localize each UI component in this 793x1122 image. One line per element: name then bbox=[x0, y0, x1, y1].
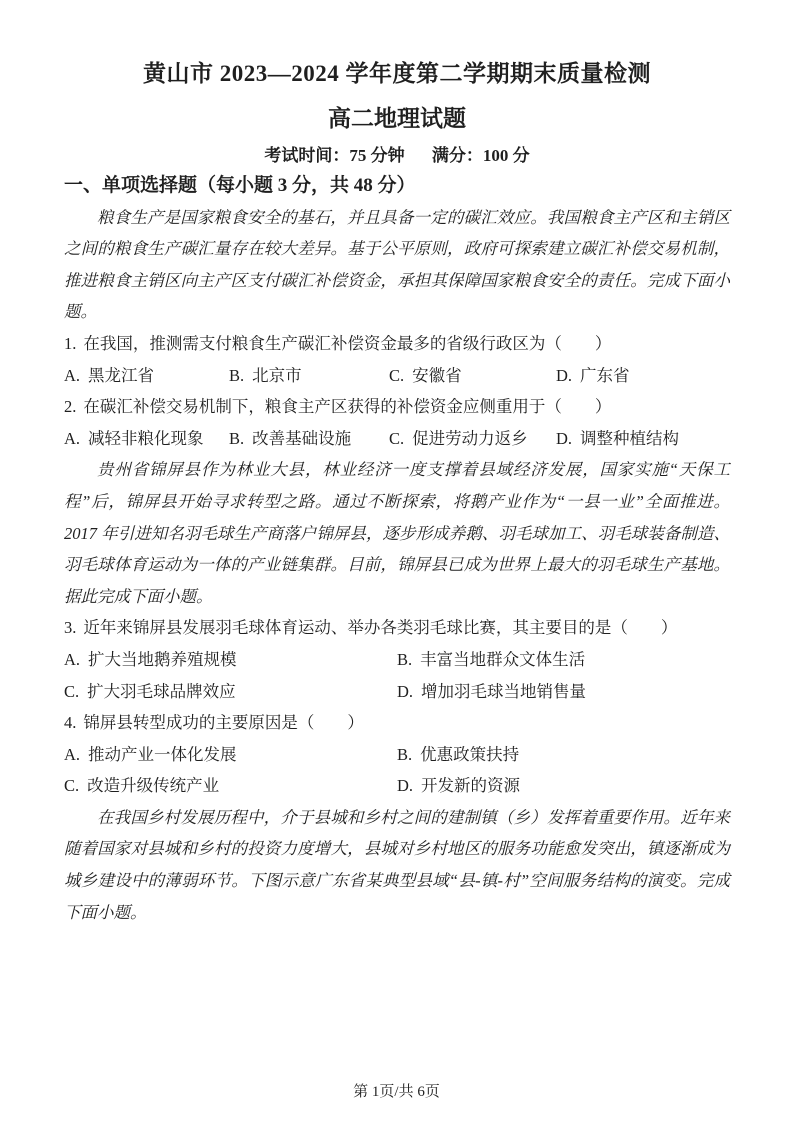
exam-title: 黄山市 2023—2024 学年度第二学期期末质量检测 bbox=[143, 61, 651, 86]
question-1-number: 1. bbox=[64, 333, 77, 353]
option-a-text: 减轻非粮化现象 bbox=[88, 428, 204, 448]
exam-duration: 考试时间：75 分钟 bbox=[264, 146, 405, 165]
option-b-text: 丰富当地群众文体生活 bbox=[420, 649, 586, 669]
option-c-label: C. bbox=[389, 428, 405, 448]
question-1-option-a bbox=[64, 360, 229, 392]
passage-3: 在我国乡村发展历程中，介于县城和乡村之间的建制镇（乡）发挥着重要作用。近年来随着国家对县城和乡村的投资力度增大，县城对乡村地区的服务功能愈发突出，镇逐渐成为城乡建设中的薄弱环节。下图示意广东省某典型县域“县-镇-村”空间服务结构的演变。完成下面小题。 bbox=[64, 807, 730, 922]
option-b-label: B. bbox=[229, 365, 245, 385]
option-a-text: 扩大当地鹅养殖规模 bbox=[88, 649, 237, 669]
section-1-body bbox=[64, 170, 730, 928]
option-b-label: B. bbox=[397, 744, 413, 764]
question-3-option-c bbox=[64, 676, 397, 708]
question-4-options bbox=[64, 739, 730, 802]
question-1-option-c bbox=[389, 360, 556, 392]
exam-full-score: 满分：100 分 bbox=[431, 146, 530, 165]
option-a-label: A. bbox=[64, 649, 81, 669]
option-d-text: 增加羽毛球当地销售量 bbox=[421, 681, 587, 701]
option-b-text: 优惠政策扶持 bbox=[420, 744, 520, 764]
page-footer bbox=[0, 1082, 793, 1102]
question-3-option-d bbox=[397, 676, 730, 708]
question-4-number: 4. bbox=[64, 713, 77, 733]
option-c-label: C. bbox=[389, 365, 405, 385]
page-indicator: 第 1页/共 6页 bbox=[353, 1084, 440, 1100]
option-a-label: A. bbox=[64, 365, 81, 385]
option-b-label: B. bbox=[229, 428, 245, 448]
option-a-text: 黑龙江省 bbox=[88, 365, 155, 385]
question-4 bbox=[64, 707, 730, 802]
question-1 bbox=[64, 328, 730, 391]
question-3-stem bbox=[64, 612, 730, 644]
option-c-text: 促进劳动力返乡 bbox=[412, 428, 528, 448]
option-d-label: D. bbox=[556, 365, 573, 385]
question-4-option-a bbox=[64, 739, 397, 771]
option-c-text: 改造升级传统产业 bbox=[87, 776, 220, 796]
question-3-number: 3. bbox=[64, 618, 77, 638]
question-2-option-c bbox=[389, 423, 556, 455]
option-a-label: A. bbox=[64, 744, 81, 764]
question-2-option-b bbox=[229, 423, 389, 455]
option-c-label: C. bbox=[64, 776, 80, 796]
question-1-option-b bbox=[229, 360, 389, 392]
question-1-text: 在我国，推测需支付粮食生产碳汇补偿资金最多的省级行政区为（ ） bbox=[83, 333, 612, 353]
question-2-options bbox=[64, 423, 730, 455]
question-3-text: 近年来锦屏县发展羽毛球体育运动、举办各类羽毛球比赛，其主要目的是（ ） bbox=[83, 618, 678, 638]
option-d-label: D. bbox=[397, 681, 414, 701]
option-a-text: 推动产业一体化发展 bbox=[88, 744, 237, 764]
question-4-option-b bbox=[397, 739, 730, 771]
passage-1: 粮食生产是国家粮食安全的基石，并且具备一定的碳汇效应。我国粮食主产区和主销区之间的粮食生产碳汇量存在较大差异。基于公平原则，政府可探索建立碳汇补偿交易机制，推进粮食主销区向主产区支付碳汇补偿资金，承担其保障国家粮食安全的责任。完成下面小题。 bbox=[64, 207, 730, 322]
question-3-option-b bbox=[397, 644, 730, 676]
option-a-label: A. bbox=[64, 428, 81, 448]
page-content bbox=[64, 58, 730, 928]
question-3-option-a bbox=[64, 644, 397, 676]
option-c-text: 扩大羽毛球品牌效应 bbox=[87, 681, 236, 701]
section-1-heading: 一、单项选择题（每小题 3 分，共 48 分） bbox=[64, 175, 416, 196]
option-d-label: D. bbox=[556, 428, 573, 448]
question-1-options bbox=[64, 360, 730, 392]
option-c-text: 安徽省 bbox=[412, 365, 462, 385]
question-4-stem bbox=[64, 707, 730, 739]
question-2 bbox=[64, 391, 730, 454]
question-4-option-d bbox=[397, 770, 730, 802]
question-2-option-d bbox=[556, 423, 730, 455]
option-c-label: C. bbox=[64, 681, 80, 701]
question-1-stem bbox=[64, 328, 730, 360]
option-d-text: 调整种植结构 bbox=[580, 428, 680, 448]
option-d-text: 广东省 bbox=[580, 365, 630, 385]
option-d-text: 开发新的资源 bbox=[421, 776, 521, 796]
question-3-options bbox=[64, 644, 730, 707]
question-3 bbox=[64, 612, 730, 707]
question-4-option-c bbox=[64, 770, 397, 802]
option-b-label: B. bbox=[397, 649, 413, 669]
question-4-text: 锦屏县转型成功的主要原因是（ ） bbox=[83, 713, 364, 733]
question-2-stem bbox=[64, 391, 730, 423]
option-d-label: D. bbox=[397, 776, 414, 796]
exam-meta bbox=[64, 144, 730, 168]
passage-2: 贵州省锦屏县作为林业大县，林业经济一度支撑着县域经济发展，国家实施“天保工程”后，锦屏县开始寻求转型之路。通过不断探索，将鹅产业作为“一县一业”全面推进。2017 年引进知名羽毛球生产商落户锦屏县，逐步形成养鹅、羽毛球加工、羽毛球装备制造、羽毛球体育运动为一体的产业链集群。目前，锦屏县已成为世界上最大的羽毛球生产基地。据此完成下面小题。 bbox=[64, 460, 730, 606]
question-2-option-a bbox=[64, 423, 229, 455]
question-2-text: 在碳汇补偿交易机制下，粮食主产区获得的补偿资金应侧重用于（ ） bbox=[83, 397, 612, 417]
option-b-text: 改善基础设施 bbox=[252, 428, 352, 448]
option-b-text: 北京市 bbox=[252, 365, 302, 385]
question-2-number: 2. bbox=[64, 397, 77, 417]
exam-subtitle: 高二地理试题 bbox=[328, 106, 466, 131]
question-1-option-d bbox=[556, 360, 730, 392]
